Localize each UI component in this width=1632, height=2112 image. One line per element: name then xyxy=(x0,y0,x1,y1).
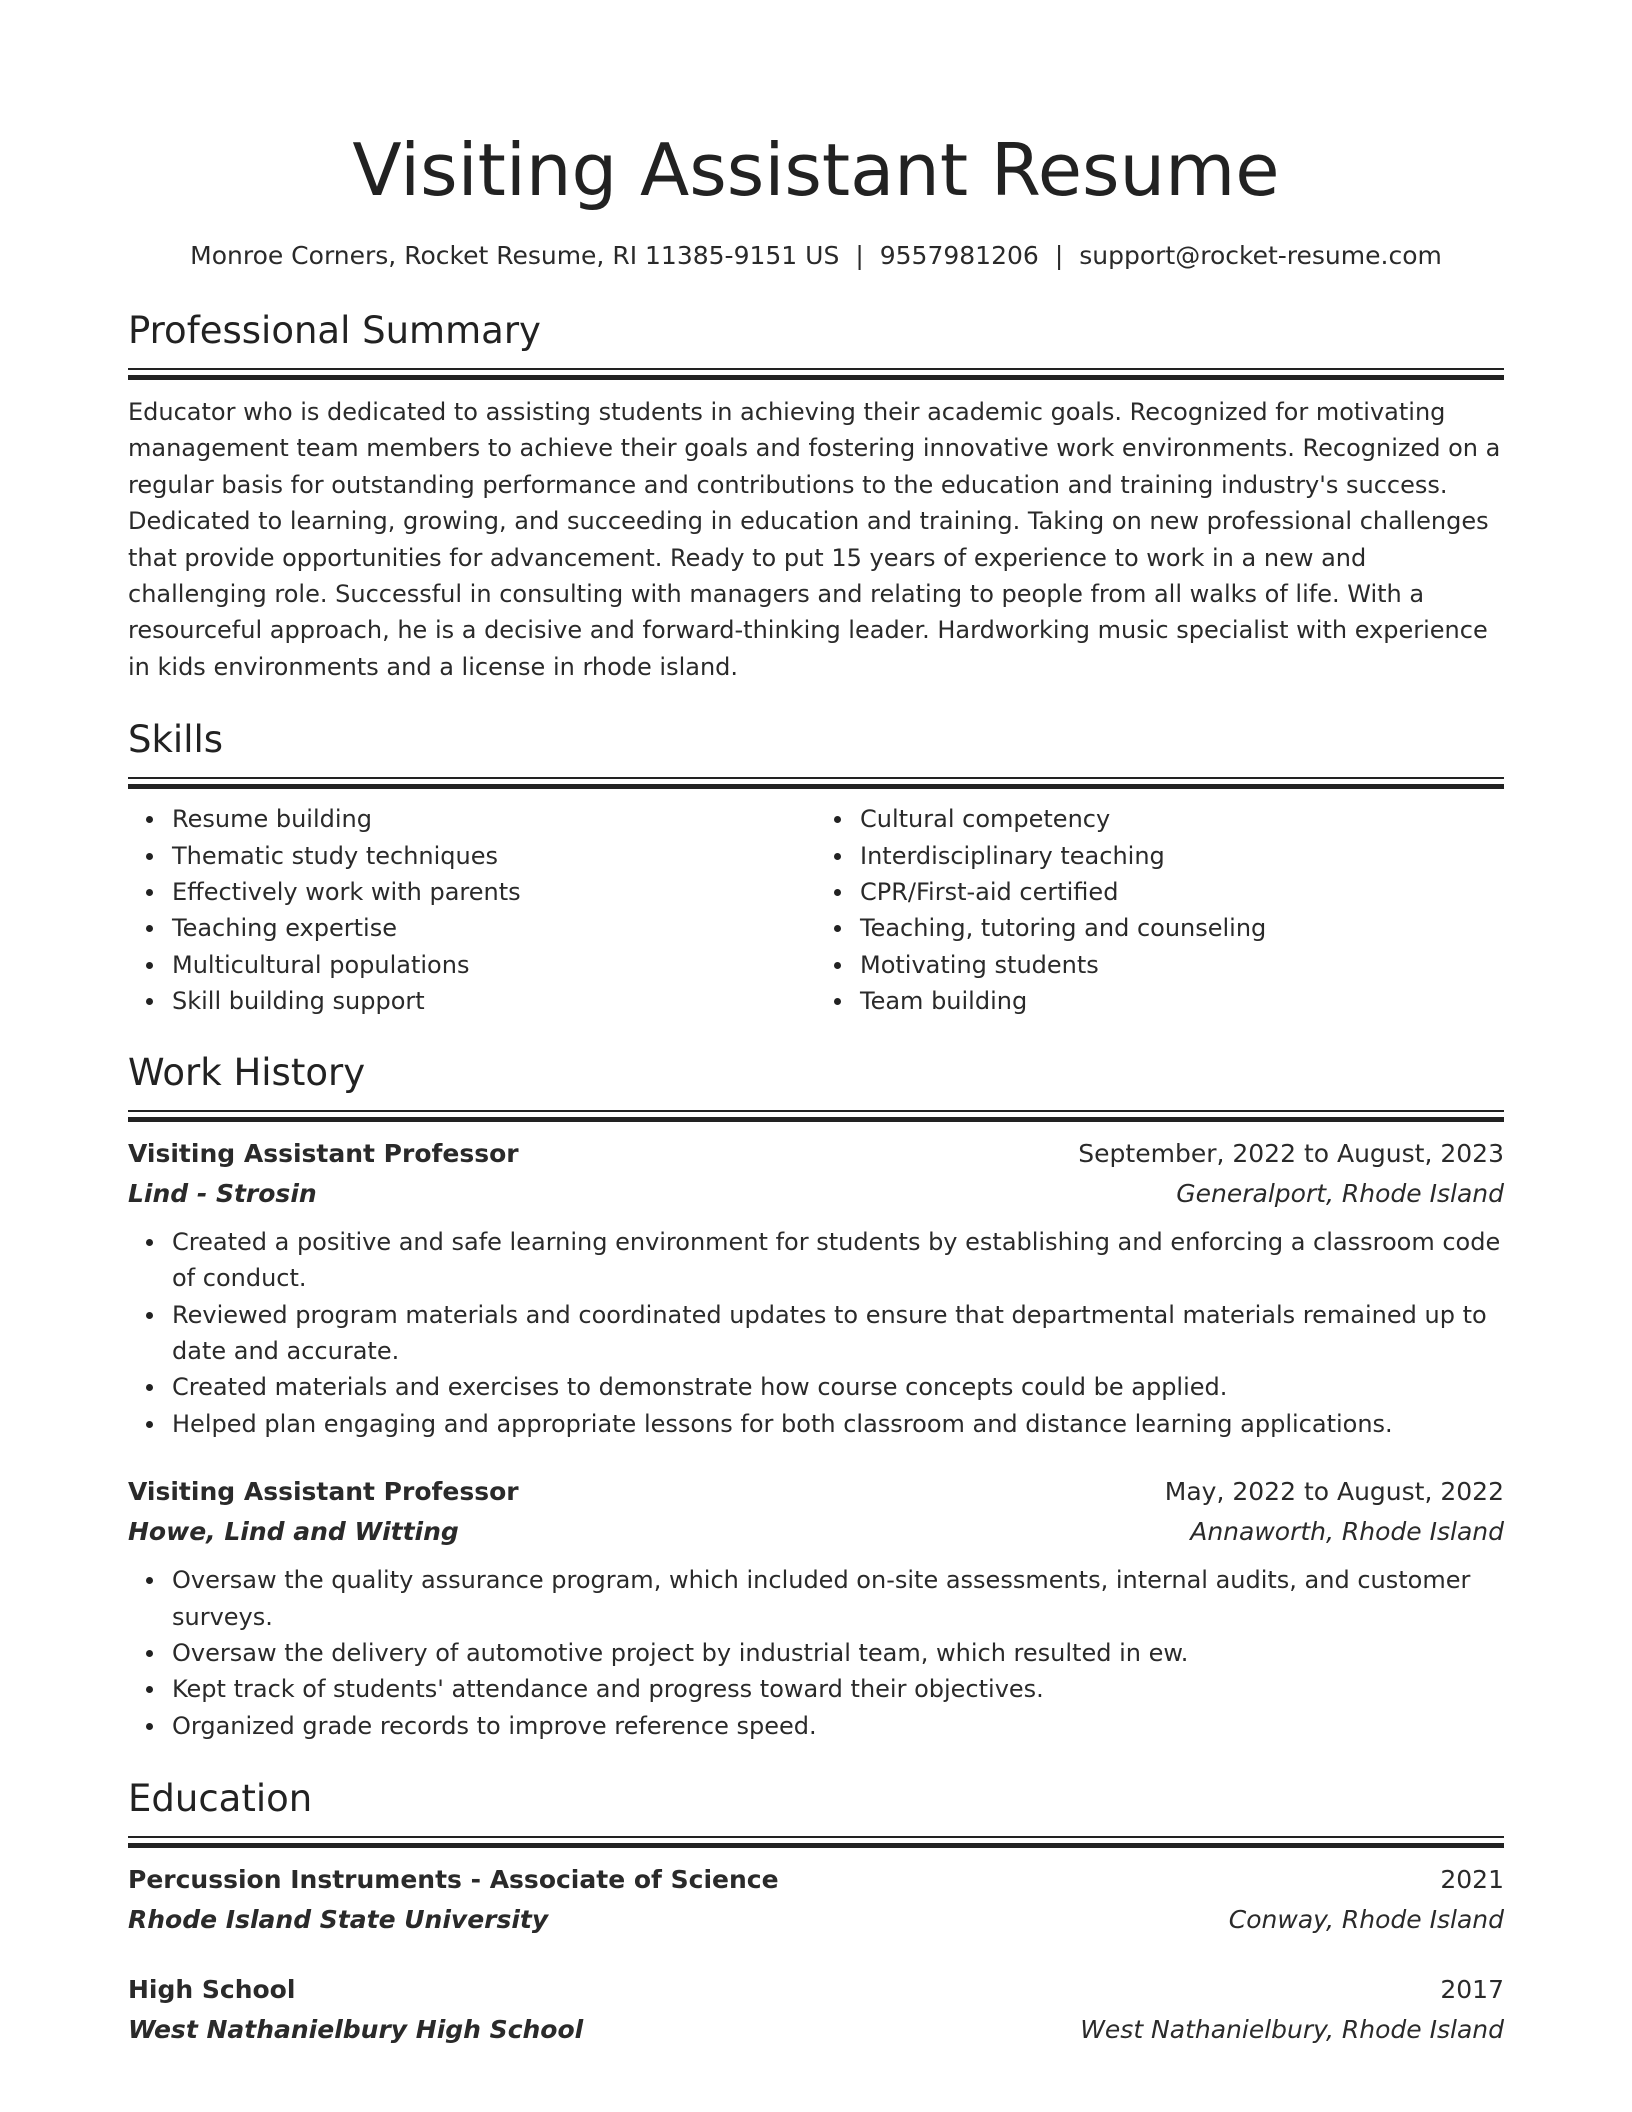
summary-section xyxy=(128,306,1504,685)
education-year: 2017 xyxy=(1440,1975,1504,2005)
work-heading: Work History xyxy=(128,1050,366,1094)
skill-item: Thematic study techniques xyxy=(172,838,816,874)
skill-item: Skill building support xyxy=(172,983,816,1019)
job-title: Visiting Assistant Professor xyxy=(128,1138,519,1168)
education-heading: Education xyxy=(128,1777,313,1821)
job-dates: May, 2022 to August, 2022 xyxy=(1164,1477,1504,1507)
skill-item: Team building xyxy=(860,983,1504,1019)
job-location: Generalport, Rhode Island xyxy=(1176,1178,1504,1208)
contact-address: Monroe Corners, Rocket Resume, RI 11385-9151 US xyxy=(190,241,840,270)
job-employer-row xyxy=(128,1512,1504,1552)
skills-left-column xyxy=(128,801,816,1019)
education-location: West Nathanielbury, Rhode Island xyxy=(1080,2015,1504,2045)
skills-right-column xyxy=(816,801,1504,1019)
work-section xyxy=(128,1048,1504,1744)
job-bullet: Oversaw the quality assurance program, which included on-site assessments, internal audits, and customer surveys. xyxy=(172,1562,1504,1635)
job-entry xyxy=(128,1134,1504,1442)
contact-phone: 9557981206 xyxy=(879,241,1039,270)
education-header-row xyxy=(128,1860,1504,1900)
skill-item: CPR/First-aid certified xyxy=(860,874,1504,910)
education-school: West Nathanielbury High School xyxy=(128,2015,584,2045)
job-employer: Howe, Lind and Witting xyxy=(128,1517,459,1547)
education-header-row xyxy=(128,1970,1504,2010)
skill-item: Multicultural populations xyxy=(172,947,816,983)
job-bullet: Kept track of students' attendance and progress toward their objectives. xyxy=(172,1671,1504,1707)
education-school: Rhode Island State University xyxy=(128,1905,549,1935)
skill-item: Cultural competency xyxy=(860,801,1504,837)
job-title: Visiting Assistant Professor xyxy=(128,1477,519,1507)
skills-section xyxy=(128,715,1504,1019)
resume-title: Visiting Assistant Resume xyxy=(352,128,1280,212)
skill-item: Interdisciplinary teaching xyxy=(860,838,1504,874)
summary-heading: Professional Summary xyxy=(128,309,541,352)
skill-item: Teaching expertise xyxy=(172,910,816,946)
contact-separator: | xyxy=(1054,241,1064,270)
job-bullet: Created a positive and safe learning environment for students by establishing and enforcing a classroom code of conduct. xyxy=(172,1224,1504,1297)
education-school-row xyxy=(128,2010,1504,2050)
education-school-row xyxy=(128,1900,1504,1940)
skill-item: Teaching, tutoring and counseling xyxy=(860,910,1504,946)
education-section xyxy=(128,1774,1504,2050)
section-divider xyxy=(128,1110,1504,1122)
job-header-row xyxy=(128,1134,1504,1174)
summary-text: Educator who is dedicated to assisting students in achieving their academic goals. Recognized for motivating management team members to achieve their goals and fostering innovative work environments. Recognized on a regular basis for outstanding performance and contributions to the education and training industry's success. Dedicated to learning, growing, and succeeding in education and training. Taking on new professional challenges that provide opportunities for advancement. Ready to put 15 years of experience to work in a new and challenging role. Successful in consulting with managers and relating to people from all walks of life. With a resourceful approach, he is a decisive and forward-thinking leader. Hardworking music specialist with experience in kids environments and a license in rhode island. xyxy=(128,398,1501,681)
section-divider xyxy=(128,368,1504,380)
job-employer-row xyxy=(128,1174,1504,1214)
contact-line xyxy=(128,238,1504,274)
skills-grid xyxy=(128,801,1504,1019)
job-bullets xyxy=(128,1224,1504,1442)
education-degree: High School xyxy=(128,1975,296,2005)
resume-page xyxy=(128,0,1504,2050)
education-location: Conway, Rhode Island xyxy=(1228,1905,1504,1935)
contact-separator: | xyxy=(855,241,864,270)
contact-email: support@rocket-resume.com xyxy=(1079,241,1442,270)
skill-item: Resume building xyxy=(172,801,816,837)
education-degree: Percussion Instruments - Associate of Science xyxy=(128,1865,779,1895)
job-bullet: Oversaw the delivery of automotive project by industrial team, which resulted in ew. xyxy=(172,1635,1504,1671)
section-divider xyxy=(128,777,1504,789)
job-header-row xyxy=(128,1472,1504,1512)
job-location: Annaworth, Rhode Island xyxy=(1190,1517,1504,1547)
job-entry xyxy=(128,1472,1504,1744)
education-entry xyxy=(128,1860,1504,1940)
education-year: 2021 xyxy=(1440,1865,1504,1895)
job-dates: September, 2022 to August, 2023 xyxy=(1078,1138,1504,1168)
job-bullet: Organized grade records to improve reference speed. xyxy=(172,1708,1504,1744)
education-entry xyxy=(128,1970,1504,2050)
job-bullets xyxy=(128,1562,1504,1744)
section-divider xyxy=(128,1836,1504,1848)
job-bullet: Helped plan engaging and appropriate lessons for both classroom and distance learning applications. xyxy=(172,1406,1504,1442)
skill-item: Effectively work with parents xyxy=(172,874,816,910)
skills-heading: Skills xyxy=(128,718,224,762)
job-bullet: Reviewed program materials and coordinated updates to ensure that departmental materials remained up to date and accurate. xyxy=(172,1297,1504,1370)
skill-item: Motivating students xyxy=(860,947,1504,983)
job-bullet: Created materials and exercises to demonstrate how course concepts could be applied. xyxy=(172,1369,1504,1405)
job-employer: Lind - Strosin xyxy=(128,1178,317,1208)
